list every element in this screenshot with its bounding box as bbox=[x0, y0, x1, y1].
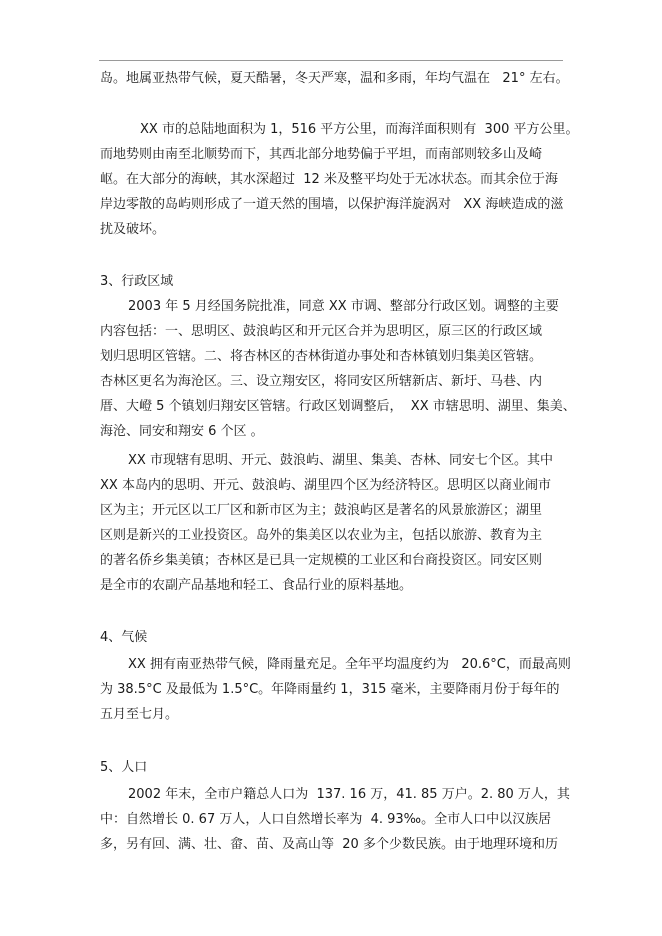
paragraph-line: 是全市的农副产品基地和轻工、食品行业的原料基地。 bbox=[100, 578, 413, 593]
paragraph-line: XX 市现辖有思明、开元、鼓浪屿、湖里、集美、杏林、同安七个区。其中 bbox=[128, 453, 553, 468]
paragraph-line: 海沧、同安和翔安 6 个区 。 bbox=[100, 424, 264, 439]
paragraph-line: 划归思明区管辖。二、将杏林区的杏林街道办事处和杏林镇划归集美区管辖。 bbox=[100, 349, 543, 364]
paragraph-line: XX 本岛内的思明、开元、鼓浪屿、湖里四个区为经济特区。思明区以商业闹市 bbox=[100, 478, 551, 493]
paragraph-line: 厝、大嶝 5 个镇划归翔安区管辖。行政区划调整后， XX 市辖思明、湖里、集美、 bbox=[100, 399, 576, 414]
paragraph-line: XX 市的总陆地面积为 1，516 平方公里，而海洋面积则有 300 平方公里。 bbox=[140, 122, 579, 137]
paragraph-line: 杏林区更名为海沧区。三、设立翔安区，将同安区所辖新店、新圩、马巷、内 bbox=[100, 374, 543, 389]
intro-line: 岛。地属亚热带气候，夏天酷暑，冬天严寒，温和多雨，年均气温在 21° 左右。 bbox=[100, 71, 569, 86]
paragraph-line: 区则是新兴的工业投资区。岛外的集美区以农业为主，包括以旅游、教育为主 bbox=[100, 528, 543, 543]
paragraph-line: 岸边零散的岛屿则形成了一道天然的围墙，以保护海洋旋涡对 XX 海峡造成的滋 bbox=[100, 197, 564, 212]
paragraph-line: 扰及破坏。 bbox=[100, 222, 166, 237]
paragraph-line: 2003 年 5 月经国务院批准，同意 XX 市调、整部分行政区划。调整的主要 bbox=[128, 299, 559, 314]
paragraph-line: 而地势则由南至北顺势而下，其西北部分地势偏于平坦，而南部则较多山及崎 bbox=[100, 147, 543, 162]
paragraph-line: 五月至七月。 bbox=[100, 707, 179, 722]
paragraph-line: 为 38.5°C 及最低为 1.5°C。年降雨量约 1，315 毫米，主要降雨月份于每年的 bbox=[100, 682, 560, 697]
header-rule bbox=[99, 60, 563, 61]
section-heading-administrative: 3、行政区域 bbox=[100, 274, 174, 289]
section-heading-climate: 4、气候 bbox=[100, 630, 148, 645]
paragraph-line: 的著名侨乡集美镇；杏林区是已具一定规模的工业区和台商投资区。同安区则 bbox=[100, 553, 543, 568]
paragraph-line: 内容包括：一、思明区、鼓浪屿区和开元区合并为思明区，原三区的行政区域 bbox=[100, 324, 543, 339]
section-heading-population: 5、人口 bbox=[100, 760, 148, 775]
paragraph-line: 中：自然增长 0. 67 万人，人口自然增长率为 4. 93‰。全市人口中以汉族居 bbox=[100, 812, 552, 827]
paragraph-line: 2002 年末，全市户籍总人口为 137. 16 万，41. 85 万户。2. 80 万人，其 bbox=[128, 787, 570, 802]
paragraph-line: 多，另有回、满、壮、畲、苗、及高山等 20 多个少数民族。由于地理环境和历 bbox=[100, 837, 558, 852]
paragraph-line: XX 拥有南亚热带气候，降雨量充足。全年平均温度约为 20.6°C，而最高则 bbox=[128, 657, 571, 672]
paragraph-line: 岖。在大部分的海峡，其水深超过 12 米及整平均处于无冰状态。而其余位于海 bbox=[100, 172, 558, 187]
paragraph-line: 区为主；开元区以工厂区和新市区为主；鼓浪屿区是著名的风景旅游区；湖里 bbox=[100, 503, 543, 518]
